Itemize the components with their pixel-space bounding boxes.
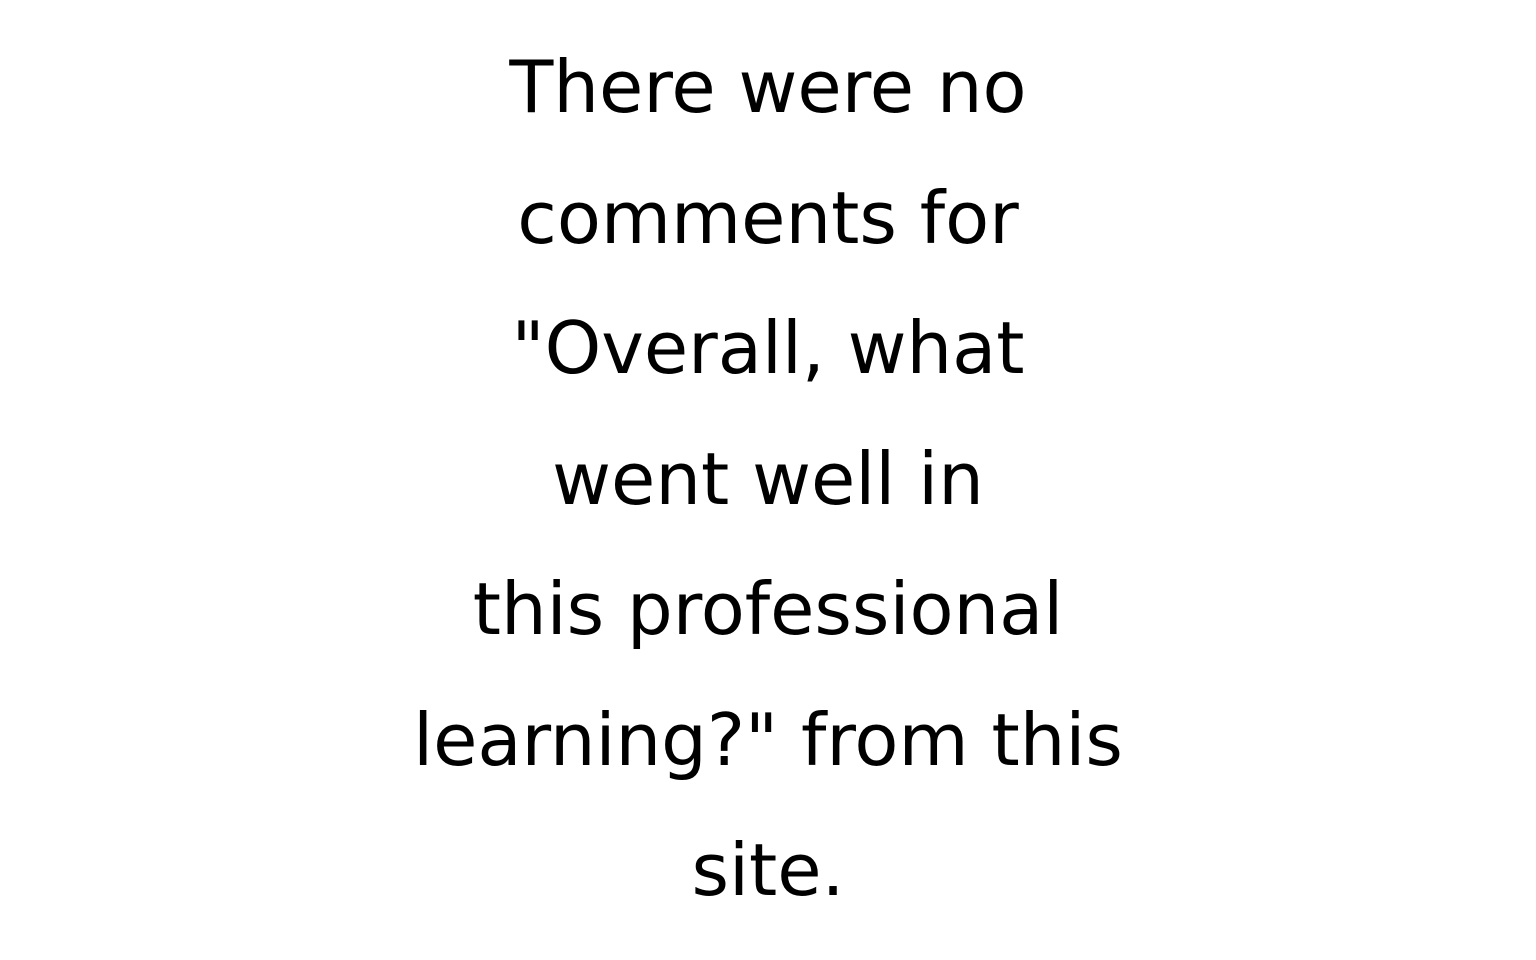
message-line: this professional — [472, 567, 1064, 651]
message-line: comments for — [517, 175, 1019, 260]
message-line: site. — [691, 828, 845, 912]
message-line: There were no — [509, 45, 1027, 129]
message-line: "Overall, what — [511, 306, 1025, 390]
message-line: learning?" from this — [413, 697, 1123, 782]
message-line: went well in — [552, 436, 984, 521]
no-comments-message — [0, 22, 1536, 936]
